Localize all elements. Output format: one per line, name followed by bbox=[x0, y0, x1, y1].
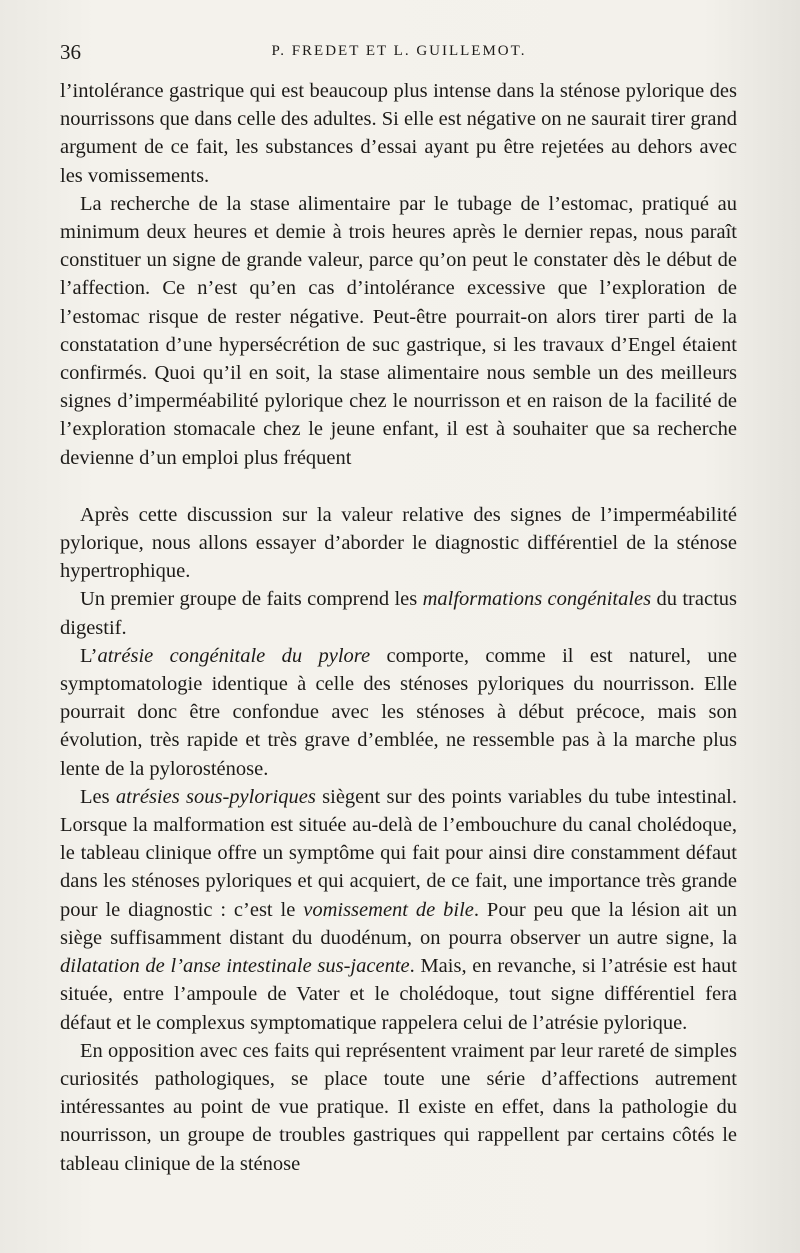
text-run: . Mais, en revanche, si l’atrésie est haut située, entre l’ampoule de Vater et le cholédoque, tout signe différentiel fera défaut et le complexus symptomatique rappelera celui de l’atrésie pylorique. bbox=[60, 955, 737, 1034]
page-header bbox=[60, 40, 738, 70]
italic-term: vomissement de bile bbox=[303, 898, 474, 921]
paragraph-p6 bbox=[60, 783, 737, 1037]
text-run: du tractus digestif. bbox=[60, 588, 737, 639]
text-run: L’ bbox=[80, 644, 98, 667]
paragraph-p3 bbox=[60, 501, 737, 586]
paragraph-p4 bbox=[60, 585, 737, 641]
text-run: Un premier groupe de faits comprend les bbox=[80, 588, 423, 611]
paragraph-p7 bbox=[60, 1037, 737, 1178]
page-number: 36 bbox=[60, 40, 81, 64]
text-run: siègent sur des points variables du tube intestinal. Lorsque la malformation est située au-delà de l’embouchure du canal cholédoque, le tableau clinique offre un symptôme qui fait pour ainsi dire constamment défaut dans les sténoses pyloriques et qui acquiert, de ce fait, une importance très grande pour le diagnostic : c’est le bbox=[60, 785, 737, 921]
text-run: La recherche de la stase alimentaire par le tubage de l’estomac, pratiqué au minimum deux heures et demie à trois heures après le dernier repas, nous paraît constituer un signe de grande valeur, parce qu’on peut le constater dès le début de l’affection. Ce n’est qu’en cas d’intolérance excessive que l’exploration de l’estomac risque de rester négative. Peut-être pourrait-on alors tirer parti de la constatation d’une hypersécrétion de suc gastrique, si les travaux d’Engel étaient confirmés. Quoi qu’il en soit, la stase alimentaire nous semble un des meilleurs signes d’imperméabilité pylorique chez le nourrisson et en raison de la facilité de l’exploration stomacale chez le jeune enfant, il est à souhaiter que sa recherche devienne d’un emploi plus fréquent bbox=[60, 192, 737, 469]
text-run: Après cette discussion sur la valeur relative des signes de l’imperméabilité pylorique, nous allons essayer d’aborder le diagnostic différentiel de la sténose hypertrophique. bbox=[60, 503, 737, 583]
paragraph-p1 bbox=[60, 77, 737, 190]
running-title: P. FREDET ET L. GUILLEMOT. bbox=[271, 43, 527, 59]
text-run: Les bbox=[80, 785, 116, 808]
paragraph-p2 bbox=[60, 190, 737, 472]
text-run: l’intolérance gastrique qui est beaucoup plus intense dans la sténose pylorique des nourrissons que dans celle des adultes. Si elle est négative on ne saurait tirer grand argument de ce fait, les substances d’essai ayant pu être rejetées au dehors avec les vomissements. bbox=[60, 80, 737, 187]
section-break bbox=[60, 472, 737, 501]
text-run: En opposition avec ces faits qui représentent vraiment par leur rareté de simples curiosités pathologiques, se place toute une série d’affections autrement intéressantes au point de vue pratique. Il existe en effet, dans la pathologie du nourrisson, un groupe de troubles gastriques qui rappellent par certains côtés le tableau clinique de la sténose bbox=[60, 1039, 737, 1175]
paragraph-p5 bbox=[60, 642, 737, 783]
body-text bbox=[60, 77, 737, 1178]
italic-term: malformations congénitales bbox=[422, 588, 652, 611]
text-run: comporte, comme il est naturel, une symptomatologie identique à celle des sténoses pyloriques du nourrisson. Elle pourrait donc être confondue avec les sténoses à début précoce, mais son évolution, très rapide et très grave d’emblée, ne ressemble pas à la marche plus lente de la pylorosténose. bbox=[60, 644, 737, 780]
italic-term: atrésie congénitale du pylore bbox=[97, 644, 371, 667]
italic-term: atrésies sous-pyloriques bbox=[115, 785, 316, 808]
italic-term: dilatation de l’anse intestinale sus-jacente bbox=[60, 955, 410, 978]
text-run: . Pour peu que la lésion ait un siège suffisamment distant du duodénum, on pourra observer un autre signe, la bbox=[60, 898, 738, 949]
